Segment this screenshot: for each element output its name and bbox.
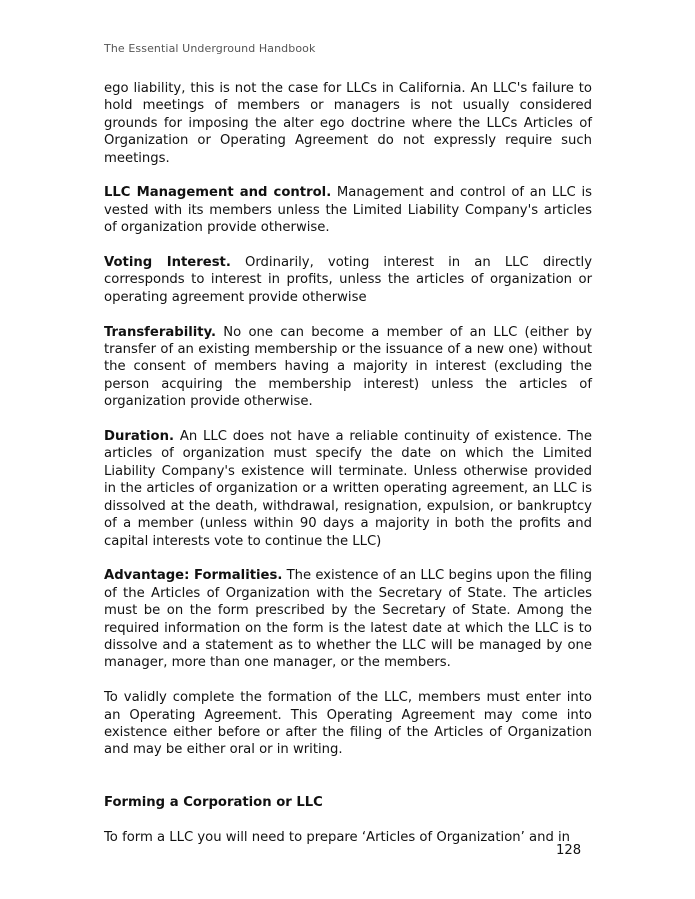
section-management (104, 184, 592, 236)
running-header: The Essential Underground Handbook (104, 42, 316, 55)
section-formalities (104, 567, 592, 671)
final-paragraph: To form a LLC you will need to prepare ‘Articles of Organization’ and in (104, 829, 571, 845)
section-transferability (104, 324, 592, 411)
section-body: Management and control of an LLC is vested with its members unless the Limited Liability Company's articles of organization provide otherwise. (104, 185, 592, 236)
section-duration (104, 428, 592, 550)
section-title: Transferability. (104, 324, 216, 340)
section-title: Duration. (104, 429, 175, 445)
section-title: LLC Management and control. (104, 185, 332, 201)
section-body: Ordinarily, voting interest in an LLC directly corresponds to interest in profits, unless the articles of organization or operating agreement provide otherwise (104, 255, 592, 305)
section-title: Advantage: Formalities. (104, 568, 283, 584)
section-body: No one can become a member of an LLC (either by transfer of an existing membership or the issuance of a new one) without the consent of members having a majority in interest (excluding the person acquiring the membership interest) unless the articles of organization provide otherwise. (104, 324, 592, 410)
subheading: Forming a Corporation or LLC (104, 794, 323, 810)
closing-paragraph: To validly complete the formation of the LLC, members must enter into an Operating Agreement. This Operating Agreement may come into existence either before or after the filing of the Articles of Organization and may be either oral or in writing. (104, 690, 592, 758)
section-title: Voting Interest. (104, 255, 231, 271)
section-body: An LLC does not have a reliable continuity of existence. The articles of organization must specify the date on which the Limited Liability Company's existence will terminate. Unless otherwise provided in the articles of organization or a written operating agreement, an LLC is dissolved at the death, withdrawal, resignation, expulsion, or bankruptcy of a member (unless within 90 days a majority in both the profits and capital interests vote to continue the LLC) (104, 429, 592, 549)
page-body (104, 80, 592, 863)
page-number: 128 (556, 843, 582, 858)
section-body: The existence of an LLC begins upon the filing of the Articles of Organization with the Secretary of State. The articles must be on the form prescribed by the Secretary of State. Among the required information on the form is the latest date at which the LLC is to dissolve and a statement as to whether the LLC will be managed by one manager, more than one manager, or the members. (104, 568, 592, 671)
section-voting-interest (104, 254, 592, 306)
intro-paragraph: ego liability, this is not the case for LLCs in California. An LLC's failure to hold meetings of members or managers is not usually considered grounds for imposing the alter ego doctrine where the LLCs Articles of Organization or Operating Agreement do not expressly require such meetings. (104, 81, 592, 166)
